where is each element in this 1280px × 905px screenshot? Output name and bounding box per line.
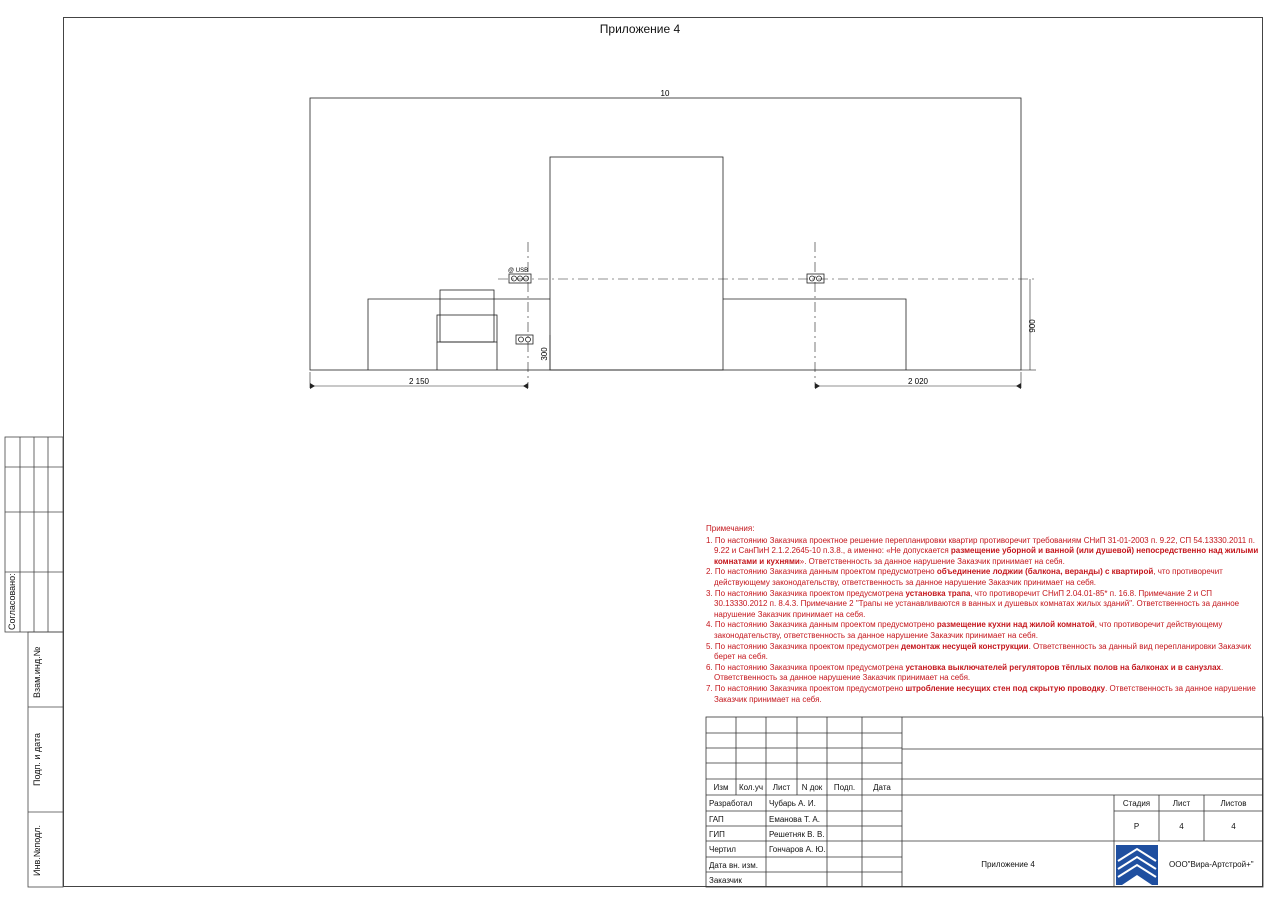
tb-role: Заказчик xyxy=(709,876,742,885)
tb-name: Гончаров А. Ю. xyxy=(769,845,826,854)
company-logo-icon xyxy=(1116,845,1158,885)
tb-sheets-label: Листов xyxy=(1220,799,1247,808)
notes-heading: Примечания: xyxy=(706,524,755,533)
note-item: 2. По настоянию Заказчика данным проектом предусмотрено объединение лоджии (балкона, веранды) с квартирой, что противоречит действующему законодательству, ответственность за данное нарушение Заказчик принимает на себя. xyxy=(706,567,1223,587)
tb-role: Разработал xyxy=(709,799,753,808)
note-item: 4. По настоянию Заказчика данным проектом предусмотрено размещение кухни над жилой комнатой, что противоречит действующему законодательству, ответственность за данное нарушение Заказчик принимает на себя. xyxy=(706,620,1223,640)
page-title: Приложение 4 xyxy=(599,22,681,36)
dim-300: 300 xyxy=(540,347,549,361)
tb-role: Чертил xyxy=(709,845,736,854)
side-sign-date-label: Подп. и дата xyxy=(32,732,42,786)
note-item: 5. По настоянию Заказчика проектом предусмотрен демонтаж несущей конструкции. Ответственность за данный вид перепланировки Заказчик берет на себя. xyxy=(706,641,1252,662)
note-item: 7. По настоянию Заказчика проектом предусмотрено штробление несущих стен под скрытую проводку. Ответственность за данное нарушение Заказчик принимает на себя. xyxy=(706,683,1256,704)
tb-header-kol: Кол.уч xyxy=(739,783,763,792)
note-item: 3. По настоянию Заказчика проектом предусмотрена установка трапа, что противоречит СНиП 2.04.01-85* п. 16.8. Примечание 2 и СП 30.13330.2012 п. 8.4.3. Примечание 2 "Трапы не устанавливаются в ванных и душевых комнатах жилых зданий". Ответственность за данное нарушение Заказчик принимает на себя. xyxy=(706,588,1240,619)
tb-sheet-value: 4 xyxy=(1179,822,1184,831)
tb-header-list: Лист xyxy=(772,783,791,792)
dim-overall: 10 xyxy=(660,89,670,98)
tb-header-podp: Подп. xyxy=(833,783,856,792)
tb-header-izm: Изм xyxy=(713,783,729,792)
tb-header-date: Дата xyxy=(873,783,891,792)
tb-role: ГИП xyxy=(709,830,725,839)
tb-role: Дата вн. изм. xyxy=(709,861,758,870)
tb-sheets-value: 4 xyxy=(1231,822,1236,831)
note-item: 1. По настоянию Заказчика проектное решение перепланировки квартир противоречит требованиям СНиП 31-01-2003 п. 9.22, СП 54.13330.2011 п. 9.22 и СанПиН 2.1.2.2645-10 п.3.8., а именно: «Не допускается размещение уборной и ванной (или душевой) непосредственно над жилыми комнатами и кухнями». Ответственность за данное нарушение Заказчик принимает на себя. xyxy=(706,535,1259,566)
tb-header-ndok: N док xyxy=(801,783,823,792)
dim-left: 2 150 xyxy=(408,377,430,386)
tb-name: Решетняк В. В. xyxy=(769,830,825,839)
tb-name: Еманова Т. А. xyxy=(769,815,820,824)
tb-role: ГАП xyxy=(709,815,724,824)
tb-name: Чубарь А. И. xyxy=(769,799,816,808)
tb-sheet-label: Лист xyxy=(1172,799,1191,808)
side-inv-no-label: Инв.№подл. xyxy=(32,824,42,876)
tb-stage-value: Р xyxy=(1133,822,1140,831)
dim-900: 900 xyxy=(1028,319,1037,333)
side-ref-no-label: Взам.инд.№ xyxy=(32,646,42,698)
tb-doc-title: Приложение 4 xyxy=(981,860,1035,869)
tb-company: ООО"Вира-Артстрой+" xyxy=(1169,860,1254,869)
dim-right: 2 020 xyxy=(907,377,929,386)
usb-label: @ USB xyxy=(508,268,529,274)
tb-stage-label: Стадия xyxy=(1122,799,1151,808)
note-item: 6. По настоянию Заказчика проектом предусмотрена установка выключателей регуляторов тёплых полов на балконах и в санузлах. Ответственность за данное нарушение Заказчик принимает на себя. xyxy=(706,662,1224,683)
side-agreed-label: Согласовано: xyxy=(7,573,17,630)
